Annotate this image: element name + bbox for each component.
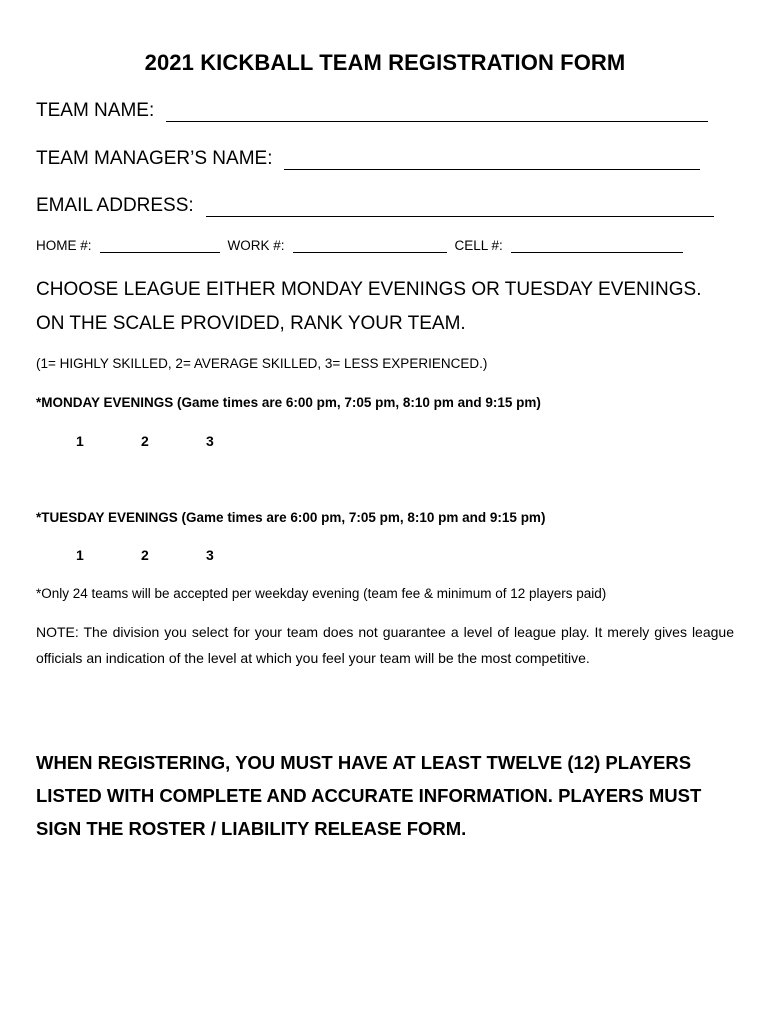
registration-warning: WHEN REGISTERING, YOU MUST HAVE AT LEAST TWELVE (12) PLAYERS LISTED WITH COMPLETE AND ACCURATE INFORMATION. PLAYERS MUST SIGN THE ROSTER / LIABILITY RELEASE FORM. (36, 752, 702, 839)
monday-rank-1[interactable]: 1 (76, 433, 84, 449)
cell-phone-label: CELL #: (454, 238, 503, 253)
home-phone-field[interactable] (100, 240, 220, 253)
division-note: NOTE: The division you select for your team does not guarantee a level of league play. It merely gives league officials an indication of the level at which you feel your team will be the most competitive. (36, 624, 734, 666)
work-phone-label: WORK #: (227, 238, 285, 253)
tuesday-rank-2[interactable]: 2 (141, 547, 149, 563)
phone-row (36, 238, 691, 253)
tuesday-rank-1[interactable]: 1 (76, 547, 84, 563)
manager-name-row (36, 148, 700, 170)
manager-name-label: TEAM MANAGER’S NAME: (36, 148, 273, 169)
monday-heading: *MONDAY EVENINGS (Game times are 6:00 pm, 7:05 pm, 8:10 pm and 9:15 pm) (36, 395, 541, 410)
form-title: 2021 KICKBALL TEAM REGISTRATION FORM (144, 50, 626, 75)
monday-rank-3[interactable]: 3 (206, 433, 214, 449)
home-phone-label: HOME #: (36, 238, 92, 253)
instruction-line-1: CHOOSE LEAGUE EITHER MONDAY EVENINGS OR TUESDAY EVENINGS. (36, 279, 702, 300)
work-phone-field[interactable] (293, 240, 447, 253)
tuesday-heading: *TUESDAY EVENINGS (Game times are 6:00 pm, 7:05 pm, 8:10 pm and 9:15 pm) (36, 510, 546, 525)
email-row (36, 195, 714, 217)
monday-rank-options (76, 433, 271, 449)
manager-name-field[interactable] (284, 151, 700, 170)
team-limit-note: *Only 24 teams will be accepted per weekday evening (team fee & minimum of 12 players paid) (36, 586, 607, 601)
team-name-field[interactable] (166, 103, 708, 122)
skill-scale: (1= HIGHLY SKILLED, 2= AVERAGE SKILLED, 3= LESS EXPERIENCED.) (36, 356, 488, 371)
instruction-line-2: ON THE SCALE PROVIDED, RANK YOUR TEAM. (36, 313, 466, 334)
team-name-label: TEAM NAME: (36, 100, 155, 121)
email-field[interactable] (206, 198, 714, 217)
monday-rank-2[interactable]: 2 (141, 433, 149, 449)
tuesday-rank-options (76, 547, 271, 563)
tuesday-rank-3[interactable]: 3 (206, 547, 214, 563)
team-name-row (36, 100, 708, 122)
cell-phone-field[interactable] (511, 240, 683, 253)
email-label: EMAIL ADDRESS: (36, 195, 194, 216)
